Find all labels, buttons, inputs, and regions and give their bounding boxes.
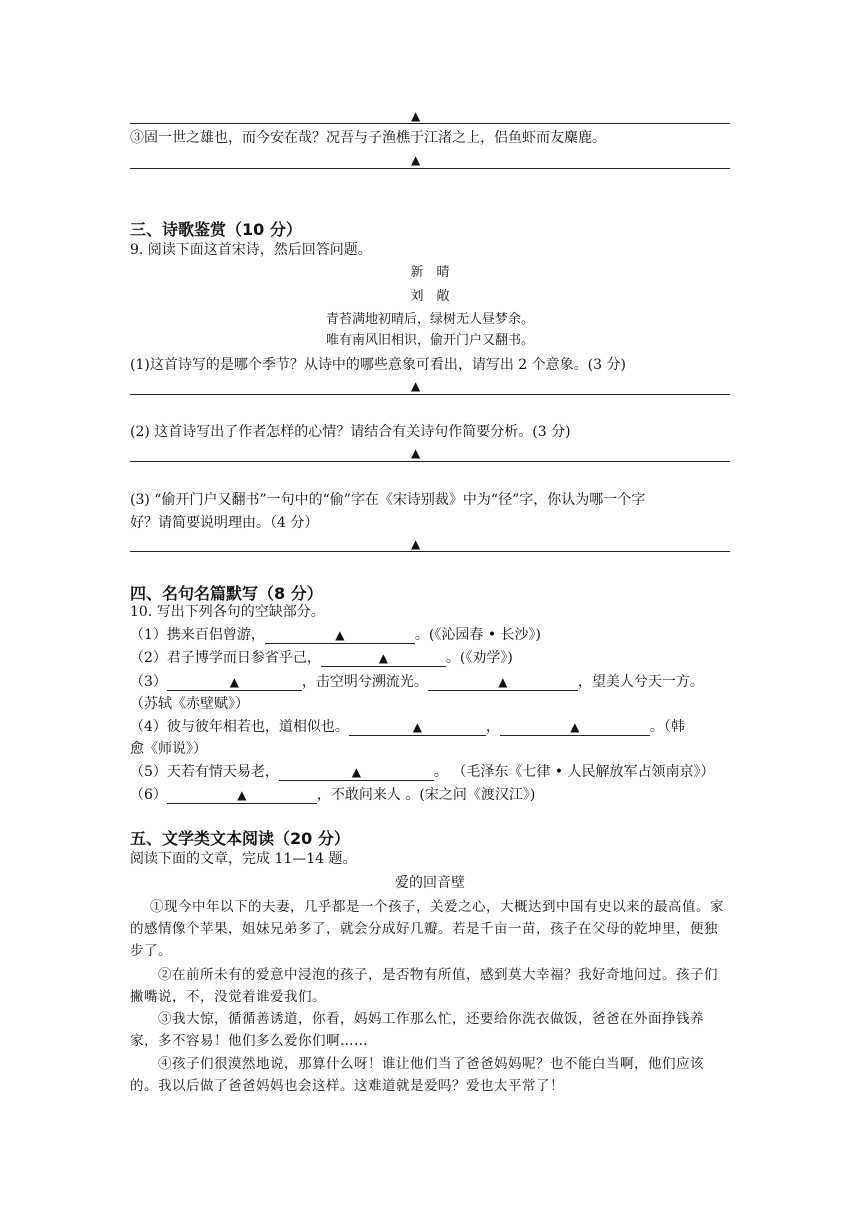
item-text: （3） xyxy=(130,674,167,690)
article-paragraph-3: ③我大惊，循循善诱道，你看，妈妈工作那么忙，还要给你洗衣做饭，爸爸在外面挣钱养家，多不容易！他们多么爱你们啊…… xyxy=(130,1011,704,1049)
q9-part-1: (1)这首诗写的是哪个季节？从诗中的哪些意象可看出，请写出 2 个意象。(3 分) xyxy=(130,357,626,373)
answer-line xyxy=(130,394,730,395)
poem-title: 新 晴 xyxy=(410,265,450,280)
q8-item-3: ③固一世之雄也，而今安在哉？况吾与子渔樵于江渚之上，侣鱼虾而友麋鹿。 xyxy=(130,130,606,146)
q9-part-3-line-1: (3) “偷开门户又翻书”一句中的“偷”字在《宋诗别裁》中为“径”字，你认为哪一个字 xyxy=(130,492,646,508)
recitation-item-6 xyxy=(130,785,535,805)
item-text: （6） xyxy=(130,787,167,803)
q9-part-2: (2) 这首诗写出了作者怎样的心情？请结合有关诗句作简要分析。(3 分) xyxy=(130,424,571,440)
section-heading-recitation: 四、名句名篇默写（8 分） xyxy=(130,584,323,603)
answer-line xyxy=(130,551,730,552)
section-heading-literary-reading: 五、文学类文本阅读（20 分） xyxy=(130,829,350,848)
article-paragraph-4: ④孩子们很漠然地说，那算什么呀！谁让他们当了爸爸妈妈呢？也不能白当啊，他们应该的。我以后做了爸爸妈妈也会这样。这难道就是爱吗？爱也太平常了！ xyxy=(130,1056,704,1094)
poem-line-1: 青苔满地初晴后，绿树无人昼梦余。 xyxy=(325,312,534,327)
answer-line xyxy=(130,168,730,169)
fill-blank[interactable]: ▲ xyxy=(500,720,650,736)
item-text: （2）君子博学而日参省乎己， xyxy=(130,650,321,666)
item-text: （4）彼与彼年相若也，道相似也。 xyxy=(130,719,349,735)
poem-line-2: 唯有南风旧相识，偷开门户又翻书。 xyxy=(325,333,534,348)
recitation-item-4 xyxy=(130,717,685,737)
item-text: （5）天若有情天易老， xyxy=(130,764,279,780)
item-source: 。 （毛泽东《七律 • 人民解放军占领南京》） xyxy=(433,764,715,780)
fill-blank[interactable]: ▲ xyxy=(321,651,446,667)
answer-marker: ▲ xyxy=(411,446,421,460)
item-text: 。（韩 xyxy=(649,719,685,735)
item-source: 。(《沁园春 • 长沙》) xyxy=(414,627,542,643)
item-text: ，望美人兮天一方。 xyxy=(577,674,704,690)
recitation-item-3-source: （苏轼《赤壁赋》） xyxy=(130,696,249,712)
article-paragraph-1: ①现今中年以下的夫妻，几乎都是一个孩子，关爱之心，大概达到中国有史以来的最高值。家的感情像个苹果，姐妹兄弟多了，就会分成好几瓣。若是千亩一苗，孩子在父母的乾坤里，便独步了。 xyxy=(130,899,724,959)
item-source: 。(《劝学》) xyxy=(445,650,513,666)
answer-marker: ▲ xyxy=(411,153,421,167)
item-source: ，不敢问来人 。(宋之问《渡汉江》) xyxy=(316,787,536,803)
reading-intro: 阅读下面的文章，完成 11—14 题。 xyxy=(130,851,357,867)
recitation-item-1 xyxy=(130,625,541,645)
article-paragraph-2: ②在前所未有的爱意中浸泡的孩子，是否物有所值，感到莫大幸福？我好奇地问过。孩子们撇嘴说，不，没觉着谁爱我们。 xyxy=(130,967,718,1005)
q9-part-3-line-2: 好？请简要说明理由。（4 分） xyxy=(130,515,319,531)
fill-blank[interactable]: ▲ xyxy=(167,675,302,691)
recitation-item-5 xyxy=(130,762,715,782)
section-heading-poetry: 三、诗歌鉴赏（10 分） xyxy=(130,220,302,239)
item-text: （1）携来百侣曾游， xyxy=(130,627,265,643)
fill-blank[interactable]: ▲ xyxy=(349,720,486,736)
q9-intro: 9. 阅读下面这首宋诗，然后回答问题。 xyxy=(130,242,372,258)
item-text: ，击空明兮溯流光。 xyxy=(301,674,428,690)
fill-blank[interactable]: ▲ xyxy=(167,788,317,804)
answer-line xyxy=(130,461,730,462)
recitation-item-2 xyxy=(130,648,513,668)
recitation-item-4-source: 愈《师说》） xyxy=(130,741,207,757)
answer-marker: ▲ xyxy=(411,109,421,123)
q10-intro: 10. 写出下列各句的空缺部分。 xyxy=(130,604,325,620)
answer-line xyxy=(130,123,730,124)
fill-blank[interactable]: ▲ xyxy=(265,628,415,644)
recitation-item-3 xyxy=(130,672,704,692)
article-title: 爱的回音壁 xyxy=(395,875,465,891)
answer-marker: ▲ xyxy=(411,379,421,393)
answer-marker: ▲ xyxy=(411,537,421,551)
item-text: ， xyxy=(485,719,500,735)
poem-author: 刘 敞 xyxy=(410,289,450,304)
fill-blank[interactable]: ▲ xyxy=(428,675,578,691)
fill-blank[interactable]: ▲ xyxy=(279,765,434,781)
